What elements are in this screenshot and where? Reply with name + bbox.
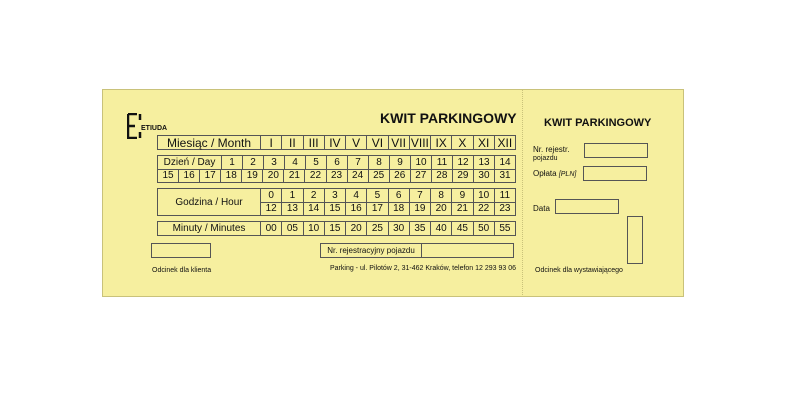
right-reg-label: Nr. rejestr. xyxy=(533,145,570,154)
right-reg-label-block xyxy=(533,145,569,163)
day-cell[interactable]: 16 xyxy=(178,170,199,183)
day-cell[interactable]: 5 xyxy=(305,156,326,169)
day-cell[interactable]: 8 xyxy=(368,156,389,169)
hour-grid xyxy=(157,188,516,216)
registration-input[interactable] xyxy=(422,244,513,257)
hour-cell[interactable]: 19 xyxy=(409,203,430,216)
minutes-label: Minuty / Minutes xyxy=(158,222,261,235)
day-cell[interactable]: 7 xyxy=(347,156,368,169)
month-cell[interactable]: I xyxy=(269,135,273,150)
day-label: Dzień / Day xyxy=(158,156,222,169)
hour-cell[interactable]: 11 xyxy=(494,189,515,202)
hour-cells-row1 xyxy=(261,189,515,202)
perforation-divider xyxy=(522,89,523,297)
minute-cells xyxy=(261,222,515,235)
day-cell[interactable]: 14 xyxy=(494,156,515,169)
day-cell[interactable]: 6 xyxy=(326,156,347,169)
minute-cell[interactable]: 25 xyxy=(366,222,387,235)
hour-cell[interactable]: 3 xyxy=(324,189,345,202)
minute-cell[interactable]: 45 xyxy=(451,222,472,235)
day-cell[interactable]: 2 xyxy=(242,156,263,169)
hour-cell[interactable]: 1 xyxy=(281,189,302,202)
day-cell[interactable]: 22 xyxy=(304,170,325,183)
client-blank-box[interactable] xyxy=(151,243,211,258)
hour-cell[interactable]: 5 xyxy=(366,189,387,202)
hour-cell[interactable]: 20 xyxy=(430,203,451,216)
minute-cell[interactable]: 00 xyxy=(265,223,277,234)
hour-cell[interactable]: 17 xyxy=(366,203,387,216)
month-cell[interactable]: II xyxy=(281,136,302,149)
registration-field[interactable] xyxy=(320,243,514,258)
hour-cell[interactable]: 15 xyxy=(324,203,345,216)
day-cell[interactable]: 10 xyxy=(410,156,431,169)
month-cell[interactable]: VI xyxy=(366,136,387,149)
day-cell[interactable]: 13 xyxy=(473,156,494,169)
day-grid xyxy=(157,155,516,183)
hour-cell[interactable]: 13 xyxy=(281,203,302,216)
month-cell[interactable]: X xyxy=(451,136,472,149)
day-cell[interactable]: 12 xyxy=(452,156,473,169)
client-stub-label: Odcinek dla klienta xyxy=(152,267,212,274)
hour-cell[interactable]: 23 xyxy=(494,203,515,216)
day-cell[interactable]: 21 xyxy=(283,170,304,183)
month-label: Miesiąc / Month xyxy=(158,136,261,149)
day-cell[interactable]: 26 xyxy=(389,170,410,183)
hour-cell[interactable]: 7 xyxy=(409,189,430,202)
minute-cell[interactable]: 55 xyxy=(494,222,515,235)
hour-cell[interactable]: 4 xyxy=(345,189,366,202)
day-cell[interactable]: 19 xyxy=(241,170,262,183)
day-cell[interactable]: 23 xyxy=(326,170,347,183)
day-cell[interactable]: 15 xyxy=(162,170,174,182)
month-cell[interactable]: XII xyxy=(494,136,515,149)
minute-cell[interactable]: 20 xyxy=(345,222,366,235)
day-cells-row2 xyxy=(158,169,515,183)
day-cell[interactable]: 11 xyxy=(431,156,452,169)
day-cell[interactable]: 28 xyxy=(431,170,452,183)
day-cell[interactable]: 1 xyxy=(229,156,235,168)
right-fee-label-block xyxy=(533,169,576,178)
day-cell[interactable]: 17 xyxy=(199,170,220,183)
hour-cell[interactable]: 6 xyxy=(388,189,409,202)
month-cell[interactable]: VII xyxy=(388,136,409,149)
right-vertical-box[interactable] xyxy=(627,216,643,264)
day-cell[interactable]: 29 xyxy=(452,170,473,183)
hour-cell[interactable]: 0 xyxy=(268,189,274,201)
minute-cell[interactable]: 40 xyxy=(430,222,451,235)
day-cell[interactable]: 27 xyxy=(410,170,431,183)
month-cell[interactable]: V xyxy=(345,136,366,149)
hour-cell[interactable]: 22 xyxy=(473,203,494,216)
month-cell[interactable]: IV xyxy=(324,136,345,149)
hour-cell[interactable]: 9 xyxy=(451,189,472,202)
month-cell[interactable]: XI xyxy=(473,136,494,149)
month-cells xyxy=(261,136,515,149)
minute-cell[interactable]: 15 xyxy=(324,222,345,235)
day-cell[interactable]: 18 xyxy=(220,170,241,183)
month-cell[interactable]: III xyxy=(303,136,324,149)
hour-cell[interactable]: 10 xyxy=(473,189,494,202)
hour-label: Godzina / Hour xyxy=(158,189,261,215)
hour-cell[interactable]: 8 xyxy=(430,189,451,202)
minute-cell[interactable]: 30 xyxy=(388,222,409,235)
address-text: Parking - ul. Pilotów 2, 31-462 Kraków, telefon 12 293 93 06 xyxy=(330,265,517,272)
minutes-grid xyxy=(157,221,516,236)
day-cell[interactable]: 25 xyxy=(368,170,389,183)
issuer-stub-label: Odcinek dla wystawiającego xyxy=(535,267,623,274)
day-cell[interactable]: 4 xyxy=(284,156,305,169)
minute-cell[interactable]: 05 xyxy=(281,222,302,235)
minute-cell[interactable]: 35 xyxy=(409,222,430,235)
day-cell[interactable]: 20 xyxy=(262,170,283,183)
hour-cell[interactable]: 2 xyxy=(303,189,324,202)
registration-label: Nr. rejestracyjny pojazdu xyxy=(321,244,422,257)
minute-cell[interactable]: 10 xyxy=(303,222,324,235)
right-fee-label: Opłata xyxy=(533,169,557,178)
month-grid xyxy=(157,135,516,150)
day-cell[interactable]: 9 xyxy=(389,156,410,169)
month-cell[interactable]: IX xyxy=(430,136,451,149)
day-cell[interactable]: 24 xyxy=(347,170,368,183)
logo-text: ETIUDA xyxy=(141,125,168,132)
hour-cell[interactable]: 18 xyxy=(388,203,409,216)
hour-cell[interactable]: 21 xyxy=(451,203,472,216)
right-fee-field[interactable] xyxy=(583,166,647,181)
right-date-label: Data xyxy=(533,204,550,213)
month-cell[interactable]: VIII xyxy=(409,136,430,149)
hour-cell[interactable]: 12 xyxy=(265,203,277,215)
minute-cell[interactable]: 50 xyxy=(473,222,494,235)
right-fee-unit: [PLN] xyxy=(558,171,577,178)
day-cells-row1 xyxy=(222,156,515,169)
right-reg-field[interactable] xyxy=(584,143,648,158)
right-date-field[interactable] xyxy=(555,199,619,214)
day-cell[interactable]: 30 xyxy=(473,170,494,183)
left-title: KWIT PARKINGOWY xyxy=(380,110,517,126)
hour-cell[interactable]: 16 xyxy=(345,203,366,216)
day-cell[interactable]: 3 xyxy=(263,156,284,169)
hour-cells-row2 xyxy=(261,202,515,216)
right-reg-sublabel: pojazdu xyxy=(533,155,558,162)
right-title: KWIT PARKINGOWY xyxy=(544,117,652,129)
day-cell[interactable]: 31 xyxy=(494,170,515,183)
hour-cell[interactable]: 14 xyxy=(303,203,324,216)
